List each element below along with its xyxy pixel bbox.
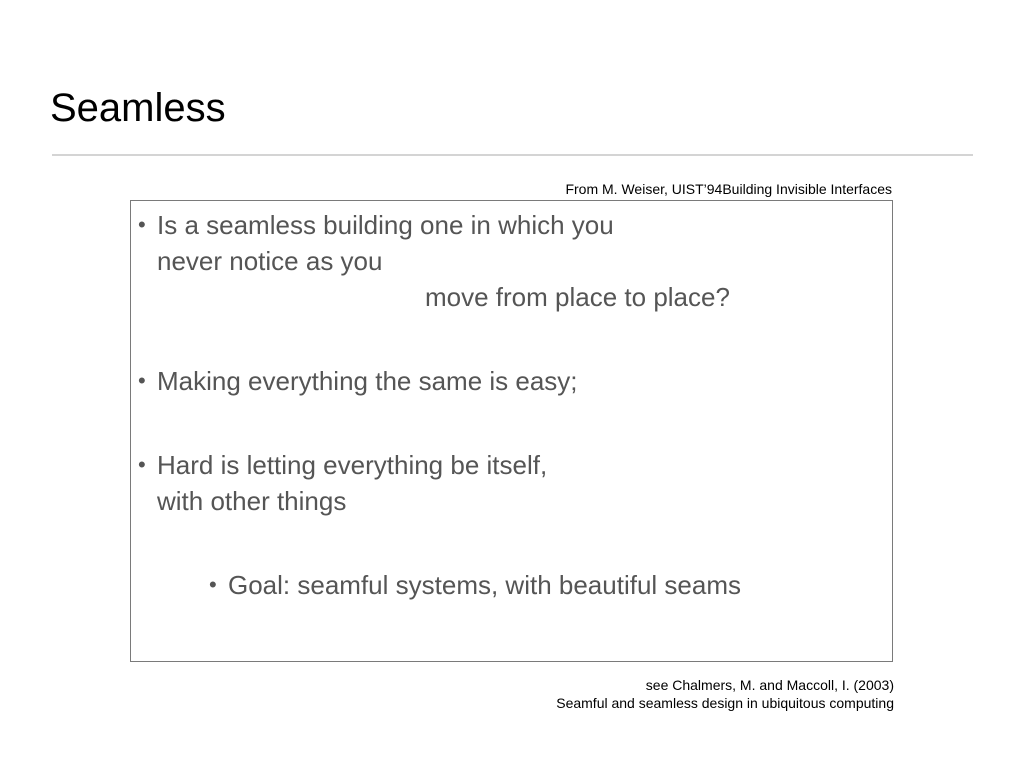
bullet-line: Making everything the same is easy; bbox=[157, 366, 578, 396]
citation-line-2: Seamful and seamless design in ubiquitous computing bbox=[556, 695, 894, 711]
bullet-hard-letting bbox=[138, 447, 548, 519]
bullet-line: Is a seamless building one in which you bbox=[157, 210, 614, 240]
bullet-line: Goal: seamful systems, with beautiful seams bbox=[228, 570, 741, 600]
bullet-marker: • bbox=[138, 452, 146, 477]
bullet-marker: • bbox=[138, 368, 146, 393]
bullet-line: with other things bbox=[157, 486, 347, 516]
citation-line-1: see Chalmers, M. and Maccoll, I. (2003) bbox=[645, 677, 894, 693]
bullet-line: never notice as you bbox=[157, 246, 383, 276]
source-caption: From M. Weiser, UIST’94Building Invisible Interfaces bbox=[565, 181, 892, 197]
bullet-goal bbox=[209, 567, 741, 603]
citation bbox=[556, 676, 894, 712]
bullet-marker: • bbox=[209, 572, 217, 597]
title-divider bbox=[52, 154, 973, 156]
bullet-line: move from place to place? bbox=[425, 282, 730, 312]
bullet-line: Hard is letting everything be itself, bbox=[157, 450, 548, 480]
bullet-seamless-building bbox=[138, 207, 730, 315]
bullet-making-same bbox=[138, 363, 578, 399]
slide-title: Seamless bbox=[50, 86, 226, 130]
bullet-marker: • bbox=[138, 212, 146, 237]
